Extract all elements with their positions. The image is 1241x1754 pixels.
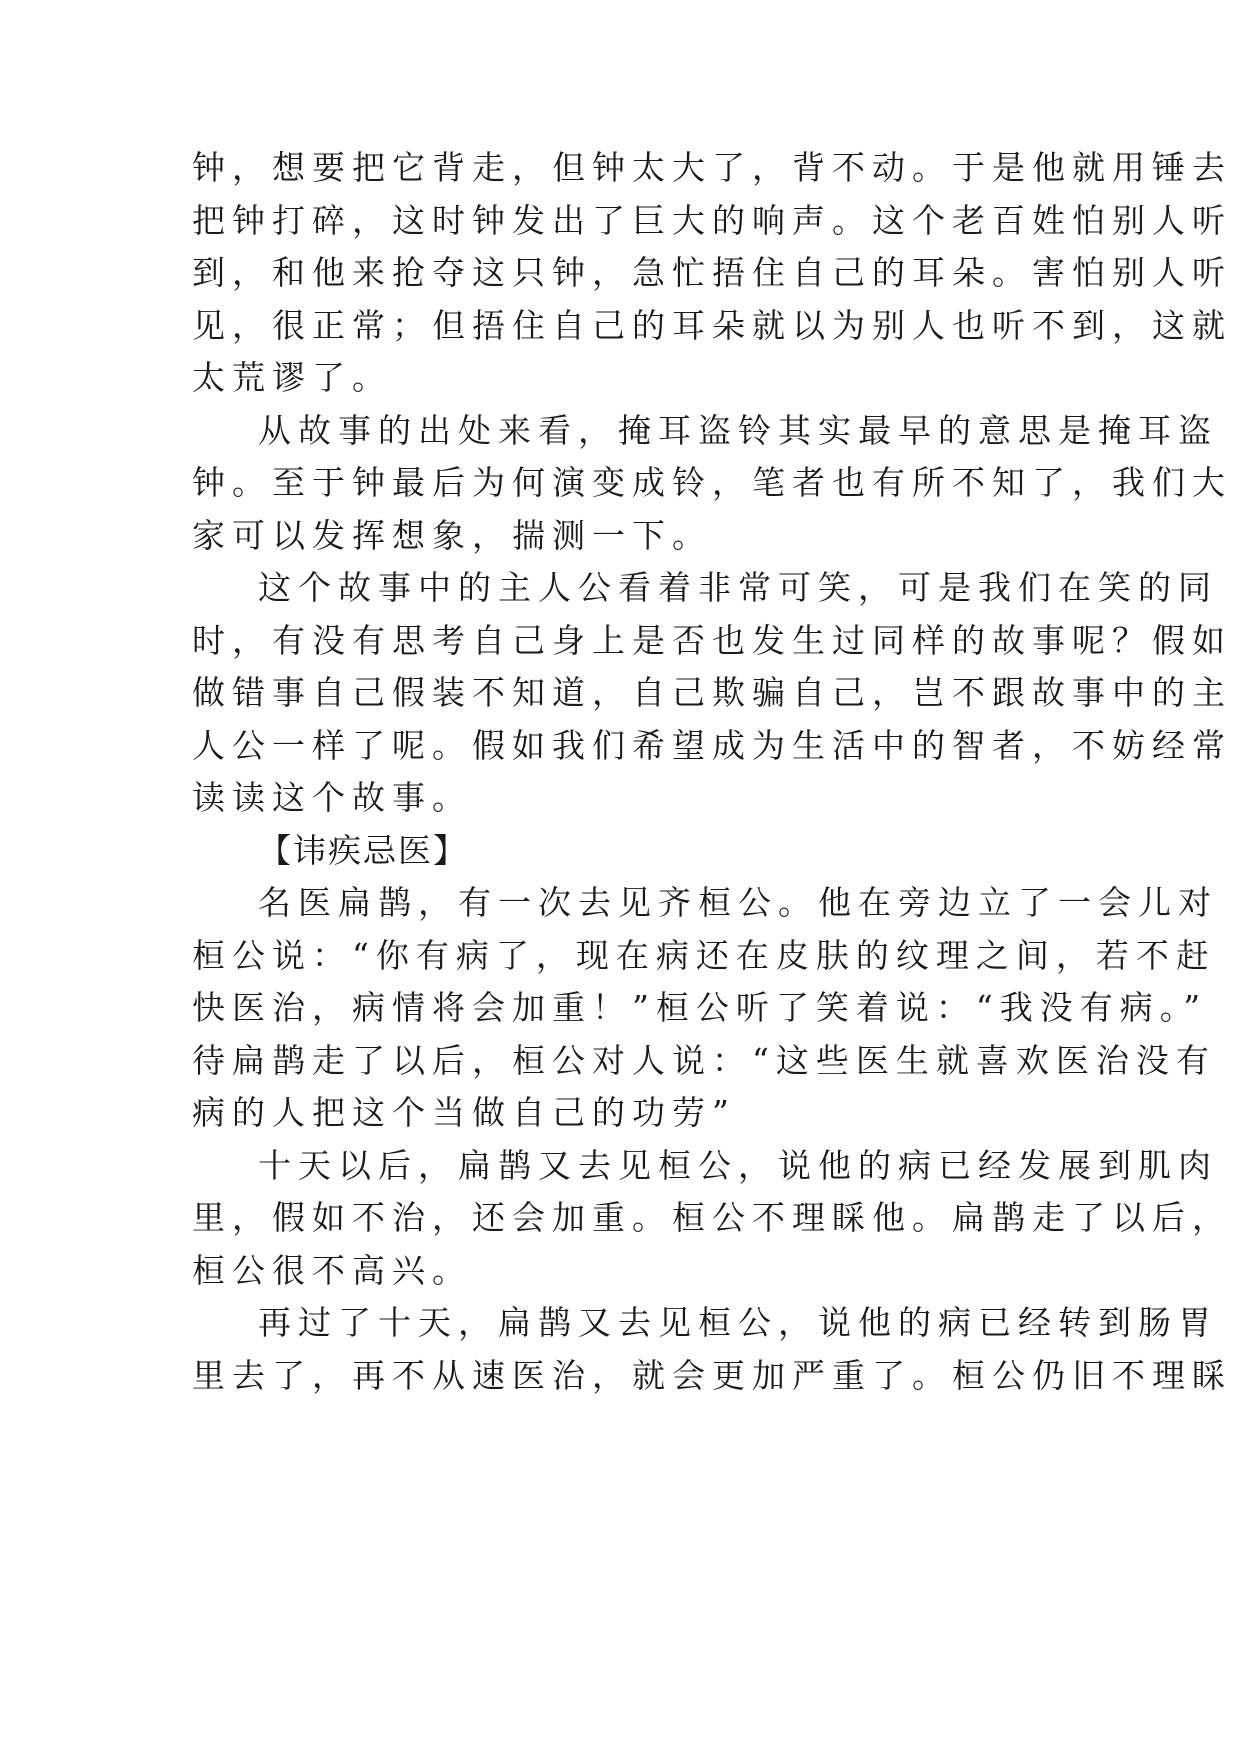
text-line: 时，有没有思考自己身上是否也发生过同样的故事呢？假如 (192, 621, 1232, 660)
paragraph-first-line: 从故事的出处来看，掩耳盗铃其实最早的意思是掩耳盗 (258, 411, 1218, 450)
text-line: 里去了，再不从速医治，就会更加严重了。桓公仍旧不理睬 (192, 1356, 1232, 1395)
text-line: 病的人把这个当做自己的功劳” (192, 1093, 736, 1132)
text-line: 里，假如不治，还会加重。桓公不理睬他。扁鹊走了以后， (192, 1198, 1232, 1237)
text-line: 钟。至于钟最后为何演变成铃，笔者也有所不知了，我们大 (192, 463, 1232, 502)
text-line: 待扁鹊走了以后，桓公对人说：“这些医生就喜欢医治没有 (192, 1041, 1216, 1080)
text-line: 把钟打碎，这时钟发出了巨大的响声。这个老百姓怕别人听 (192, 201, 1232, 240)
text-line: 人公一样了呢。假如我们希望成为生活中的智者，不妨经常 (192, 726, 1232, 765)
text-line: 钟，想要把它背走，但钟太大了，背不动。于是他就用锤去 (192, 148, 1232, 187)
paragraph-first-line: 名医扁鹊，有一次去见齐桓公。他在旁边立了一会儿对 (258, 883, 1218, 922)
text-line: 桓公很不高兴。 (192, 1251, 472, 1290)
text-line: 太荒谬了。 (192, 358, 392, 397)
text-line: 快医治，病情将会加重！”桓公听了笑着说：“我没有病。” (192, 988, 1208, 1027)
text-line: 桓公说：“你有病了，现在病还在皮肤的纹理之间，若不赶 (192, 936, 1216, 975)
section-heading: 【讳疾忌医】 (258, 831, 468, 870)
paragraph-first-line: 再过了十天，扁鹊又去见桓公，说他的病已经转到肠胃 (258, 1303, 1218, 1342)
text-line: 家可以发挥想象，揣测一下。 (192, 516, 712, 555)
text-line: 见，很正常；但捂住自己的耳朵就以为别人也听不到，这就 (192, 306, 1232, 345)
paragraph-first-line: 这个故事中的主人公看着非常可笑，可是我们在笑的同 (258, 568, 1218, 607)
paragraph-first-line: 十天以后，扁鹊又去见桓公，说他的病已经发展到肌肉 (258, 1146, 1218, 1185)
text-line: 到，和他来抢夺这只钟，急忙捂住自己的耳朵。害怕别人听 (192, 253, 1232, 292)
text-line: 读读这个故事。 (192, 778, 472, 817)
text-line: 做错事自己假装不知道，自己欺骗自己，岂不跟故事中的主 (192, 673, 1232, 712)
